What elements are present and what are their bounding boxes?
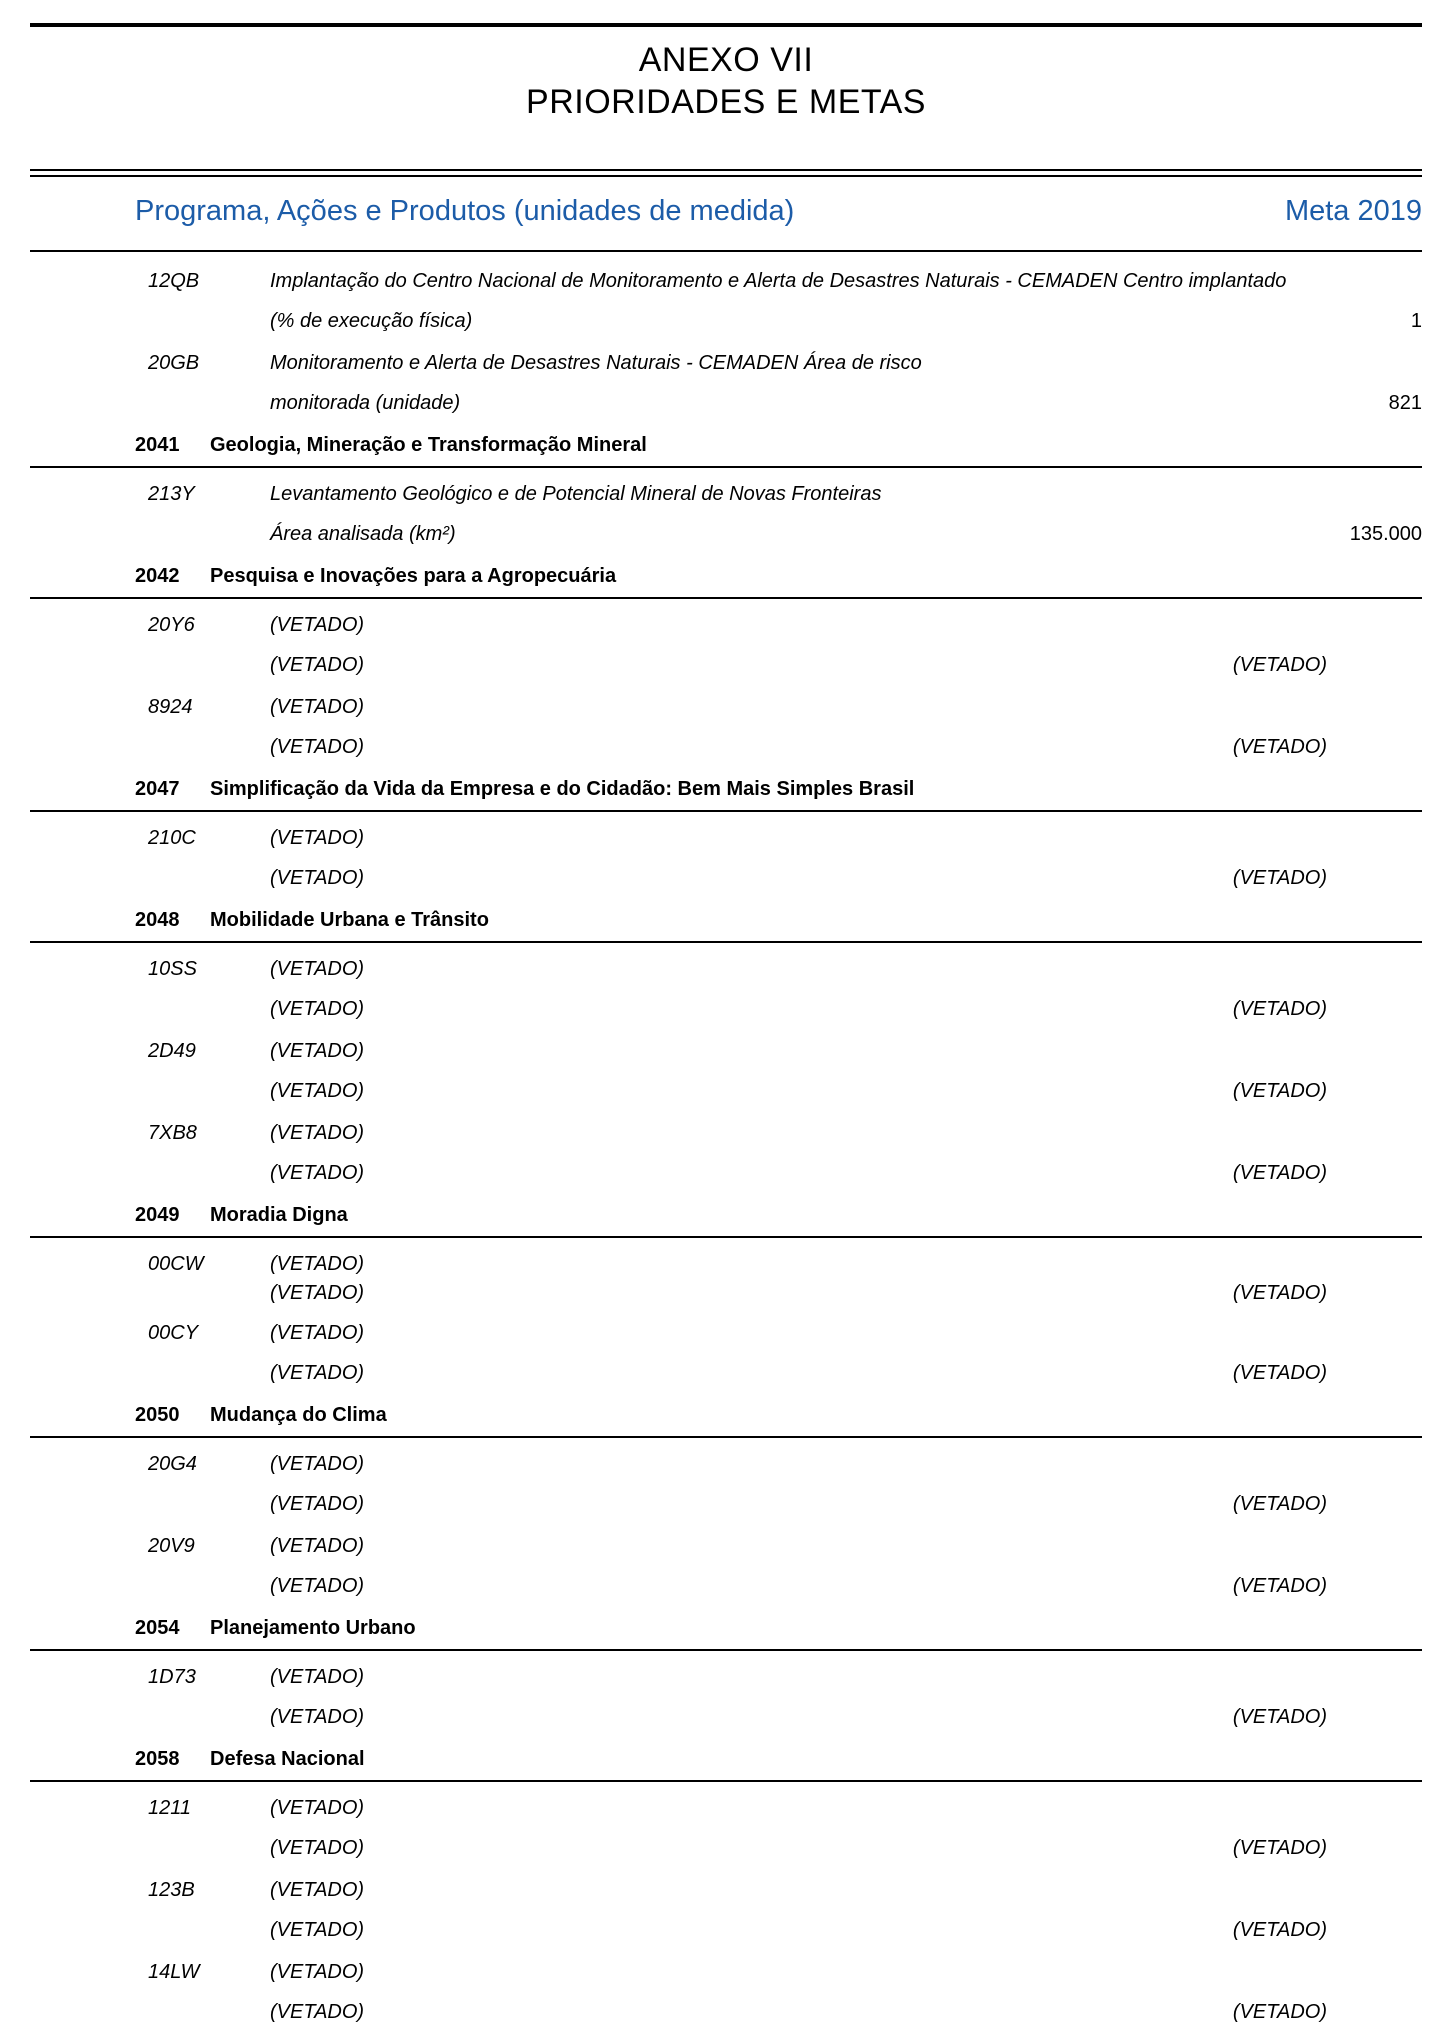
program-name: Planejamento Urbano <box>210 1617 416 1639</box>
action-desc-line2: (VETADO) <box>270 867 365 889</box>
action-code: 123B <box>148 1879 195 1901</box>
action-desc-line1: Implantação do Centro Nacional de Monitoramento e Alerta de Desastres Naturais - CEMADEN Centro implantado <box>270 270 1287 292</box>
program-name: Moradia Digna <box>210 1204 348 1226</box>
action-meta-value: (VETADO) <box>1232 654 1327 676</box>
action-desc-line1: (VETADO) <box>270 1535 365 1557</box>
program-name: Mudança do Clima <box>210 1404 387 1426</box>
program-divider <box>30 466 1422 468</box>
action-code: 7XB8 <box>148 1122 197 1144</box>
title-line-1: ANEXO VII <box>638 41 814 79</box>
program-row <box>30 432 1422 468</box>
column-header-programs: Programa, Ações e Produtos (unidades de medida) <box>135 195 795 227</box>
action-row <box>148 1251 1422 1307</box>
action-desc-line2: (VETADO) <box>270 1575 365 1597</box>
action-row <box>148 268 1422 335</box>
header-divider-bottom <box>30 175 1422 177</box>
action-desc-line2: (VETADO) <box>270 654 365 676</box>
program-heading <box>30 1746 1422 1773</box>
action-code: 20V9 <box>148 1535 195 1557</box>
action-desc-line2: (VETADO) <box>270 1282 365 1304</box>
action-code: 14LW <box>148 1961 200 1983</box>
action-row <box>148 1795 1422 1862</box>
action-desc-line1: (VETADO) <box>270 827 365 849</box>
action-row <box>148 1120 1422 1187</box>
action-desc-line2: (VETADO) <box>270 998 365 1020</box>
program-heading <box>30 1615 1422 1642</box>
action-desc-line1: (VETADO) <box>270 1122 365 1144</box>
action-desc-line2: monitorada (unidade) <box>270 392 461 414</box>
action-code: 1211 <box>148 1797 192 1819</box>
action-desc-line2: (VETADO) <box>270 1162 365 1184</box>
action-row <box>148 350 1422 417</box>
program-code: 2049 <box>135 1204 180 1226</box>
action-desc-line2: Área analisada (km²) <box>270 523 456 545</box>
program-row <box>30 563 1422 599</box>
program-row <box>30 1746 1422 1782</box>
program-code: 2048 <box>135 909 180 931</box>
action-meta-value: (VETADO) <box>1232 1080 1327 1102</box>
program-divider <box>30 1780 1422 1782</box>
action-code: 00CW <box>148 1253 204 1275</box>
column-header-meta: Meta 2019 <box>1284 195 1422 227</box>
action-desc-line1: (VETADO) <box>270 1253 365 1275</box>
action-row <box>148 1664 1422 1731</box>
program-heading <box>30 563 1422 590</box>
action-meta-value: (VETADO) <box>1232 1706 1327 1728</box>
action-row <box>148 694 1422 761</box>
program-name: Defesa Nacional <box>210 1748 365 1770</box>
program-row <box>30 776 1422 812</box>
action-row <box>148 1533 1422 1600</box>
action-code: 8924 <box>148 696 193 718</box>
program-heading <box>30 1202 1422 1229</box>
action-meta-value: 821 <box>1388 392 1422 414</box>
table-header <box>30 193 1422 229</box>
action-code: 12QB <box>148 270 200 292</box>
action-row <box>148 612 1422 679</box>
action-desc-line1: (VETADO) <box>270 1961 365 1983</box>
program-divider <box>30 1236 1422 1238</box>
program-code: 2050 <box>135 1404 180 1426</box>
action-desc-line1: (VETADO) <box>270 1797 365 1819</box>
action-desc-line2: (VETADO) <box>270 1919 365 1941</box>
action-code: 1D73 <box>148 1666 196 1688</box>
action-meta-value: 135.000 <box>1349 523 1422 545</box>
action-code: 210C <box>148 827 196 849</box>
action-code: 20Y6 <box>148 614 195 636</box>
program-divider <box>30 1649 1422 1651</box>
action-row <box>148 1038 1422 1105</box>
program-name: Geologia, Mineração e Transformação Mineral <box>210 434 647 456</box>
action-row <box>148 1959 1422 2026</box>
action-desc-line1: (VETADO) <box>270 696 365 718</box>
action-meta-value: (VETADO) <box>1232 1837 1327 1859</box>
action-desc-line1: (VETADO) <box>270 1666 365 1688</box>
document-title <box>30 39 1422 123</box>
top-divider <box>30 23 1422 27</box>
action-desc-line2: (VETADO) <box>270 1706 365 1728</box>
action-desc-line2: (VETADO) <box>270 1837 365 1859</box>
action-desc-line2: (VETADO) <box>270 1080 365 1102</box>
action-meta-value: (VETADO) <box>1232 1575 1327 1597</box>
action-meta-value: (VETADO) <box>1232 2001 1327 2023</box>
program-heading <box>30 1402 1422 1429</box>
action-desc-line2: (VETADO) <box>270 1493 365 1515</box>
action-meta-value: (VETADO) <box>1232 1162 1327 1184</box>
program-row <box>30 1402 1422 1438</box>
program-heading <box>30 432 1422 459</box>
program-divider <box>30 941 1422 943</box>
program-heading <box>30 907 1422 934</box>
action-desc-line1: (VETADO) <box>270 1322 365 1344</box>
action-code: 2D49 <box>148 1040 196 1062</box>
action-desc-line1: (VETADO) <box>270 958 365 980</box>
action-meta-value: (VETADO) <box>1232 867 1327 889</box>
action-meta-value: (VETADO) <box>1232 1919 1327 1941</box>
action-meta-value: (VETADO) <box>1232 1282 1327 1304</box>
title-line-2: PRIORIDADES E METAS <box>526 83 926 121</box>
action-desc-line1: (VETADO) <box>270 1453 365 1475</box>
action-desc-line1: Monitoramento e Alerta de Desastres Naturais - CEMADEN Área de risco <box>270 352 922 374</box>
program-divider <box>30 810 1422 812</box>
action-meta-value: (VETADO) <box>1232 1362 1327 1384</box>
action-meta-value: (VETADO) <box>1232 998 1327 1020</box>
program-row <box>30 1615 1422 1651</box>
action-row <box>148 825 1422 892</box>
program-row <box>30 1202 1422 1238</box>
program-code: 2058 <box>135 1748 180 1770</box>
action-meta-value: (VETADO) <box>1232 1493 1327 1515</box>
action-row <box>148 1320 1422 1387</box>
program-divider <box>30 1436 1422 1438</box>
program-row <box>30 907 1422 943</box>
header-divider-top <box>30 169 1422 171</box>
action-desc-line2: (% de execução física) <box>270 310 473 332</box>
program-divider <box>30 597 1422 599</box>
program-code: 2041 <box>135 434 180 456</box>
action-code: 20GB <box>148 352 200 374</box>
action-code: 213Y <box>148 483 195 505</box>
action-row <box>148 1877 1422 1944</box>
action-code: 10SS <box>148 958 197 980</box>
action-row <box>148 1451 1422 1518</box>
action-desc-line2: (VETADO) <box>270 2001 365 2023</box>
action-code: 00CY <box>148 1322 199 1344</box>
action-desc-line1: (VETADO) <box>270 1879 365 1901</box>
program-code: 2047 <box>135 778 180 800</box>
action-desc-line1: Levantamento Geológico e de Potencial Mineral de Novas Fronteiras <box>270 483 882 505</box>
action-desc-line1: (VETADO) <box>270 614 365 636</box>
program-code: 2054 <box>135 1617 180 1639</box>
program-name: Pesquisa e Inovações para a Agropecuária <box>210 565 617 587</box>
program-name: Mobilidade Urbana e Trânsito <box>210 909 489 931</box>
action-desc-line2: (VETADO) <box>270 736 365 758</box>
action-desc-line2: (VETADO) <box>270 1362 365 1384</box>
program-heading <box>30 776 1422 803</box>
program-code: 2042 <box>135 565 180 587</box>
action-row <box>148 956 1422 1023</box>
action-meta-value: 1 <box>1410 310 1422 332</box>
table-body <box>30 252 1422 2026</box>
action-meta-value: (VETADO) <box>1232 736 1327 758</box>
action-row <box>148 481 1422 548</box>
action-desc-line1: (VETADO) <box>270 1040 365 1062</box>
action-code: 20G4 <box>148 1453 197 1475</box>
program-name: Simplificação da Vida da Empresa e do Cidadão: Bem Mais Simples Brasil <box>210 778 915 800</box>
